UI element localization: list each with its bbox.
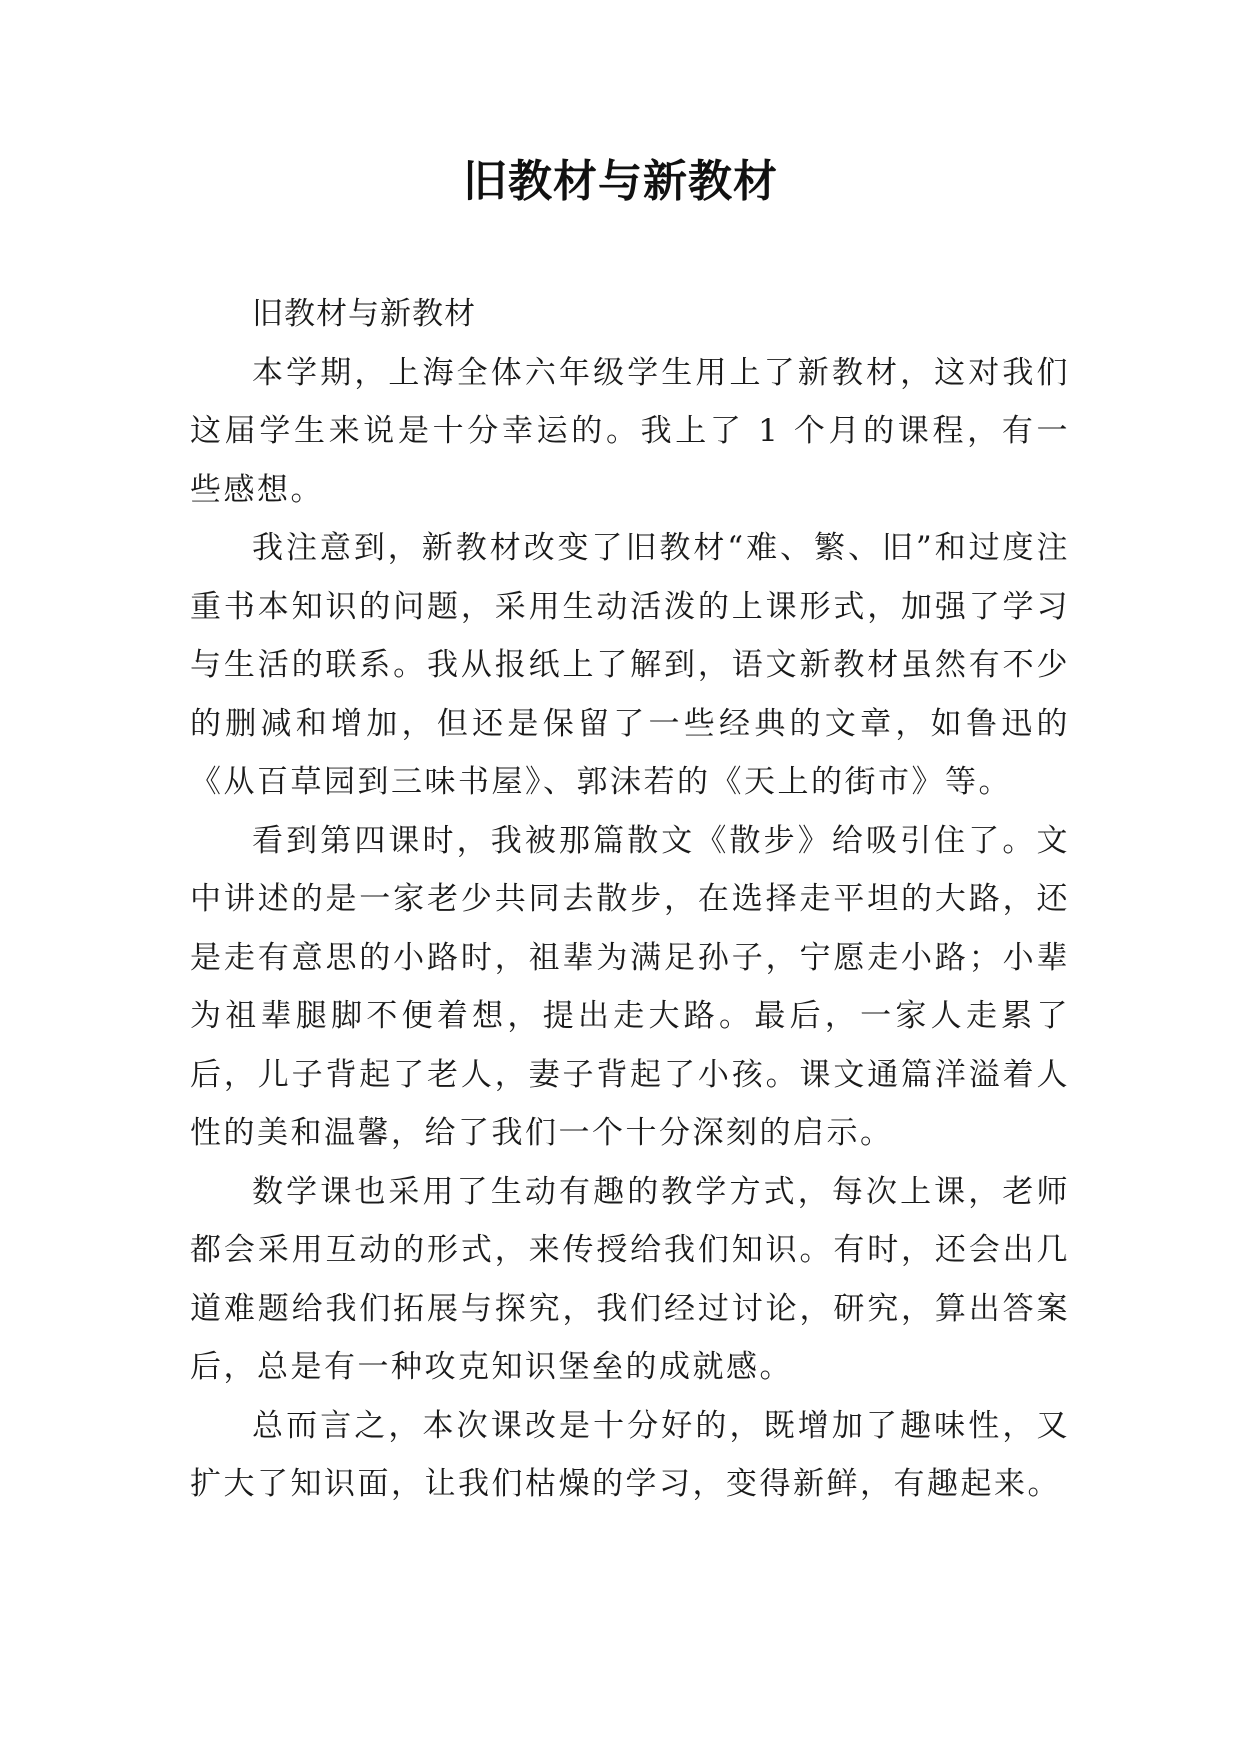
paragraph-textbook-changes: 我注意到，新教材改变了旧教材“难、繁、旧”和过度注重书本知识的问题，采用生动活泼的上课形式，加强了学习与生活的联系。我从报纸上了解到，语文新教材虽然有不少的删减和增加，但还是保留了一些经典的文章，如鲁迅的《从百草园到三味书屋》、郭沫若的《天上的街市》等。 (190, 530, 1070, 800)
paragraph-intro: 本学期，上海全体六年级学生用上了新教材，这对我们这届学生来说是十分幸运的。我上了 1 个月的课程，有一些感想。 (190, 354, 1070, 508)
paragraph-lesson-four: 看到第四课时，我被那篇散文《散步》给吸引住了。文中讲述的是一家老少共同去散步，在选择走平坦的大路，还是走有意思的小路时，祖辈为满足孙子，宁愿走小路；小辈为祖辈腿脚不便着想，提出走大路。最后，一家人走累了后，儿子背起了老人，妻子背起了小孩。课文通篇洋溢着人性的美和温馨，给了我们一个十分深刻的启示。 (190, 822, 1070, 1151)
body-subtitle: 旧教材与新教材 (252, 296, 476, 332)
paragraph-conclusion: 总而言之，本次课改是十分好的，既增加了趣味性，又扩大了知识面，让我们枯燥的学习，变得新鲜，有趣起来。 (190, 1407, 1070, 1502)
document-title: 旧教材与新教材 (463, 156, 778, 207)
paragraph-math-class: 数学课也采用了生动有趣的教学方式，每次上课，老师都会采用互动的形式，来传授给我们知识。有时，还会出几道难题给我们拓展与探究，我们经过讨论，研究，算出答案后，总是有一种攻克知识堡垒的成就感。 (190, 1173, 1070, 1385)
document-body (190, 285, 1070, 1514)
